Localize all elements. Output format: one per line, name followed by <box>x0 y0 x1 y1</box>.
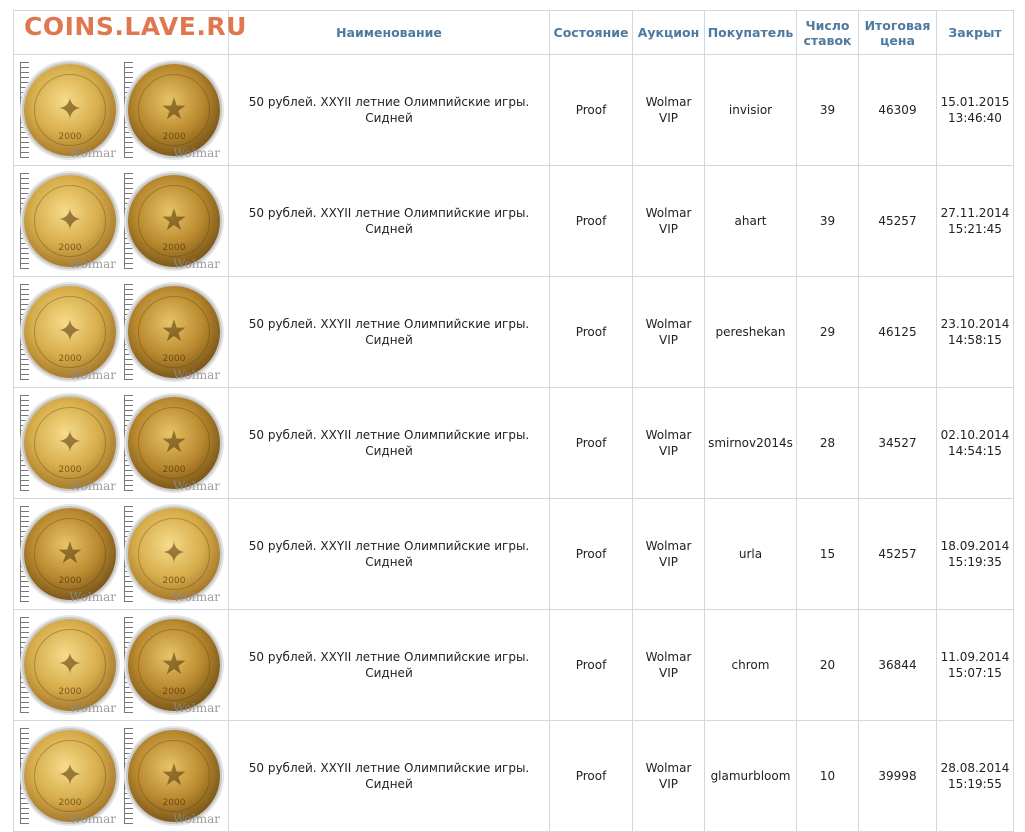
closed-date: 15.01.2015 <box>940 95 1010 109</box>
coin-photo[interactable] <box>122 724 224 828</box>
price-cell: 34527 <box>859 388 937 499</box>
condition-cell: Proof <box>550 55 633 166</box>
closed-time: 14:54:15 <box>948 444 1002 458</box>
eagle-coin-obverse-icon: ✦ 2000 <box>128 508 220 600</box>
thumb-watermark: Wolmar <box>69 812 116 826</box>
thumb-watermark: Wolmar <box>173 701 220 715</box>
price-cell: 45257 <box>859 499 937 610</box>
eagle-coin-obverse-icon: ✦ 2000 <box>24 286 116 378</box>
closed-cell <box>937 277 1014 388</box>
price-cell: 39998 <box>859 721 937 832</box>
auction-cell: Wolmar VIP <box>633 499 705 610</box>
photo-cell <box>14 499 229 610</box>
olympic-coin-reverse-icon: ★ 2000 <box>128 175 220 267</box>
price-cell: 46125 <box>859 277 937 388</box>
closed-cell <box>937 388 1014 499</box>
bids-cell: 10 <box>797 721 859 832</box>
closed-date: 11.09.2014 <box>940 650 1010 664</box>
coin-photo[interactable] <box>122 280 224 384</box>
thumb-watermark: Wolmar <box>69 146 116 160</box>
table-row[interactable] <box>14 610 1014 721</box>
closed-date: 23.10.2014 <box>940 317 1010 331</box>
olympic-coin-reverse-icon: ★ 2000 <box>128 286 220 378</box>
condition-cell: Proof <box>550 499 633 610</box>
closed-time: 15:19:55 <box>948 777 1002 791</box>
photo-cell <box>14 388 229 499</box>
auction-cell: Wolmar VIP <box>633 166 705 277</box>
auction-cell: Wolmar VIP <box>633 610 705 721</box>
closed-date: 27.11.2014 <box>940 206 1010 220</box>
auction-cell: Wolmar VIP <box>633 721 705 832</box>
bids-cell: 20 <box>797 610 859 721</box>
condition-cell: Proof <box>550 277 633 388</box>
table-row[interactable] <box>14 277 1014 388</box>
price-cell: 45257 <box>859 166 937 277</box>
lot-name-link[interactable]: 50 рублей. XXYII летние Олимпийские игры. Сидней <box>229 499 550 610</box>
lot-name-link[interactable]: 50 рублей. XXYII летние Олимпийские игры. Сидней <box>229 277 550 388</box>
closed-time: 14:58:15 <box>948 333 1002 347</box>
column-header-condition[interactable]: Состояние <box>550 11 633 55</box>
thumb-watermark: Wolmar <box>69 701 116 715</box>
table-row[interactable] <box>14 388 1014 499</box>
auction-cell: Wolmar VIP <box>633 388 705 499</box>
coin-photo[interactable] <box>122 613 224 717</box>
eagle-coin-obverse-icon: ✦ 2000 <box>24 175 116 267</box>
closed-date: 18.09.2014 <box>940 539 1010 553</box>
coin-photo[interactable] <box>18 280 120 384</box>
condition-cell: Proof <box>550 388 633 499</box>
auction-cell: Wolmar VIP <box>633 277 705 388</box>
column-header-price[interactable]: Итоговая цена <box>859 11 937 55</box>
olympic-coin-reverse-icon: ★ 2000 <box>128 730 220 822</box>
bids-cell: 39 <box>797 166 859 277</box>
closed-cell <box>937 499 1014 610</box>
closed-time: 13:46:40 <box>948 111 1002 125</box>
olympic-coin-reverse-icon: ★ 2000 <box>128 64 220 156</box>
thumb-watermark: Wolmar <box>69 479 116 493</box>
closed-cell <box>937 55 1014 166</box>
lot-name-link[interactable]: 50 рублей. XXYII летние Олимпийские игры. Сидней <box>229 388 550 499</box>
closed-cell <box>937 721 1014 832</box>
lot-name-link[interactable]: 50 рублей. XXYII летние Олимпийские игры. Сидней <box>229 610 550 721</box>
eagle-coin-obverse-icon: ✦ 2000 <box>24 619 116 711</box>
coin-photo[interactable] <box>122 58 224 162</box>
table-body <box>14 55 1014 832</box>
thumb-watermark: Wolmar <box>173 590 220 604</box>
closed-time: 15:19:35 <box>948 555 1002 569</box>
lot-name-link[interactable]: 50 рублей. XXYII летние Олимпийские игры. Сидней <box>229 55 550 166</box>
thumb-watermark: Wolmar <box>173 257 220 271</box>
auction-cell: Wolmar VIP <box>633 55 705 166</box>
bids-cell: 28 <box>797 388 859 499</box>
table-row[interactable] <box>14 499 1014 610</box>
coin-photo[interactable] <box>18 169 120 273</box>
olympic-coin-reverse-icon: ★ 2000 <box>128 397 220 489</box>
photo-cell <box>14 277 229 388</box>
condition-cell: Proof <box>550 610 633 721</box>
thumb-watermark: Wolmar <box>173 812 220 826</box>
coin-photo[interactable] <box>18 58 120 162</box>
thumb-watermark: Wolmar <box>69 257 116 271</box>
eagle-coin-obverse-icon: ✦ 2000 <box>24 730 116 822</box>
buyer-cell: urla <box>705 499 797 610</box>
auction-results-table <box>13 10 1014 832</box>
eagle-coin-obverse-icon: ✦ 2000 <box>24 64 116 156</box>
table-header-row <box>14 11 1014 55</box>
price-cell: 46309 <box>859 55 937 166</box>
photo-cell <box>14 721 229 832</box>
coin-photo[interactable] <box>18 391 120 495</box>
buyer-cell: invisior <box>705 55 797 166</box>
column-header-auction[interactable]: Аукцион <box>633 11 705 55</box>
photo-cell <box>14 610 229 721</box>
thumb-watermark: Wolmar <box>69 590 116 604</box>
buyer-cell: smirnov2014s <box>705 388 797 499</box>
coin-photo[interactable] <box>18 724 120 828</box>
photo-cell <box>14 55 229 166</box>
buyer-cell: chrom <box>705 610 797 721</box>
coin-photo[interactable] <box>122 391 224 495</box>
thumb-watermark: Wolmar <box>173 368 220 382</box>
table-row[interactable] <box>14 166 1014 277</box>
coin-photo[interactable] <box>122 502 224 606</box>
buyer-cell: ahart <box>705 166 797 277</box>
photo-column-header <box>14 11 247 55</box>
thumb-watermark: Wolmar <box>173 479 220 493</box>
closed-date: 28.08.2014 <box>940 761 1010 775</box>
closed-date: 02.10.2014 <box>940 428 1010 442</box>
lot-name-link[interactable]: 50 рублей. XXYII летние Олимпийские игры. Сидней <box>229 721 550 832</box>
price-cell: 36844 <box>859 610 937 721</box>
buyer-cell: glamurbloom <box>705 721 797 832</box>
table-row[interactable] <box>14 55 1014 166</box>
closed-time: 15:21:45 <box>948 222 1002 236</box>
olympic-coin-reverse-icon: ★ 2000 <box>24 508 116 600</box>
closed-cell <box>937 166 1014 277</box>
coin-photo[interactable] <box>122 169 224 273</box>
column-header-name[interactable]: Наименование <box>229 11 550 55</box>
lot-name-link[interactable]: 50 рублей. XXYII летние Олимпийские игры. Сидней <box>229 166 550 277</box>
condition-cell: Proof <box>550 721 633 832</box>
coin-photo[interactable] <box>18 502 120 606</box>
closed-time: 15:07:15 <box>948 666 1002 680</box>
column-header-closed[interactable]: Закрыт <box>937 11 1014 55</box>
thumb-watermark: Wolmar <box>69 368 116 382</box>
condition-cell: Proof <box>550 166 633 277</box>
site-watermark: COINS.LAVE.RU <box>24 12 247 41</box>
bids-cell: 39 <box>797 55 859 166</box>
buyer-cell: pereshekan <box>705 277 797 388</box>
coin-photo[interactable] <box>18 613 120 717</box>
eagle-coin-obverse-icon: ✦ 2000 <box>24 397 116 489</box>
photo-cell <box>14 166 229 277</box>
thumb-watermark: Wolmar <box>173 146 220 160</box>
column-header-bids[interactable]: Число ставок <box>797 11 859 55</box>
table-row[interactable] <box>14 721 1014 832</box>
closed-cell <box>937 610 1014 721</box>
column-header-buyer[interactable]: Покупатель <box>705 11 797 55</box>
bids-cell: 29 <box>797 277 859 388</box>
bids-cell: 15 <box>797 499 859 610</box>
olympic-coin-reverse-icon: ★ 2000 <box>128 619 220 711</box>
